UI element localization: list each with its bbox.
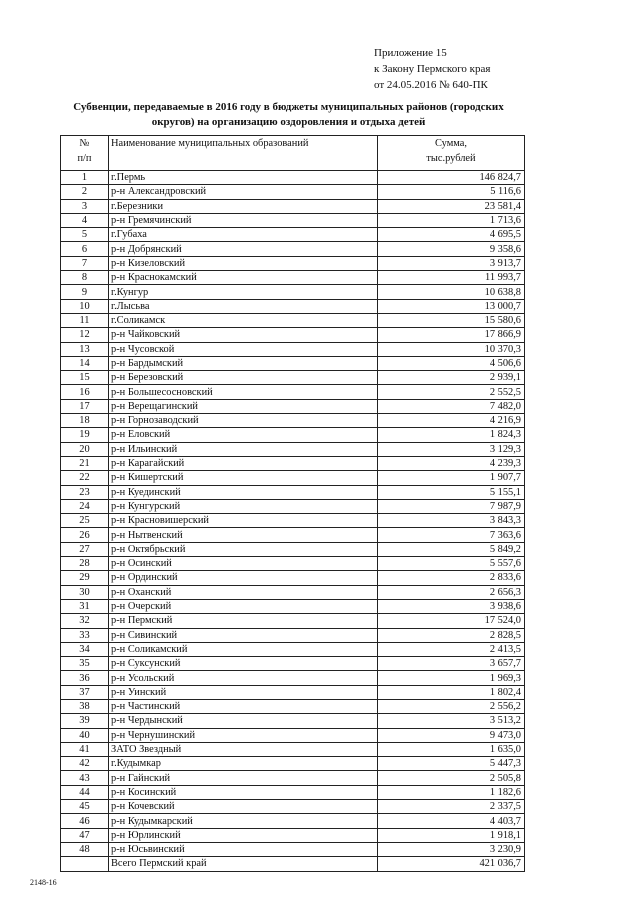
row-name: р-н Краснокамский (109, 271, 378, 285)
row-sum: 2 552,5 (378, 385, 525, 399)
row-sum: 7 363,6 (378, 528, 525, 542)
row-name: р-н Еловский (109, 428, 378, 442)
row-sum: 2 656,3 (378, 585, 525, 599)
table-row (61, 356, 525, 370)
row-name: р-н Ильинский (109, 442, 378, 456)
table-row (61, 728, 525, 742)
row-sum: 4 506,6 (378, 356, 525, 370)
row-name: р-н Кунгурский (109, 499, 378, 513)
table-row (61, 657, 525, 671)
title-line-2: округов) на организацию оздоровления и отдыха детей (151, 116, 426, 128)
row-sum: 3 657,7 (378, 657, 525, 671)
row-sum: 146 824,7 (378, 171, 525, 185)
row-sum: 13 000,7 (378, 299, 525, 313)
row-name: р-н Добрянский (109, 242, 378, 256)
row-name: ЗАТО Звездный (109, 742, 378, 756)
header-sum-line1: Сумма, (434, 138, 468, 149)
row-number: 18 (61, 414, 109, 428)
row-name: р-н Усольский (109, 671, 378, 685)
row-name: р-н Юсьвинский (109, 842, 378, 856)
table-row (61, 514, 525, 528)
table-row (61, 757, 525, 771)
row-number: 6 (61, 242, 109, 256)
table-row (61, 499, 525, 513)
row-number: 19 (61, 428, 109, 442)
row-number: 11 (61, 313, 109, 327)
table-row (61, 614, 525, 628)
table-row (61, 714, 525, 728)
row-name: р-н Октябрьский (109, 542, 378, 556)
total-label: Всего Пермский край (109, 857, 378, 871)
row-sum: 5 849,2 (378, 542, 525, 556)
table-row (61, 471, 525, 485)
row-name: г.Пермь (109, 171, 378, 185)
table-row (61, 528, 525, 542)
row-number: 40 (61, 728, 109, 742)
row-number: 5 (61, 228, 109, 242)
row-name: р-н Гайнский (109, 771, 378, 785)
row-sum: 10 638,8 (378, 285, 525, 299)
row-name: р-н Юрлинский (109, 828, 378, 842)
row-sum: 3 913,7 (378, 256, 525, 270)
table-row (61, 285, 525, 299)
row-number: 36 (61, 671, 109, 685)
row-number: 43 (61, 771, 109, 785)
header-num-line1: № (79, 138, 90, 149)
row-sum: 17 866,9 (378, 328, 525, 342)
row-number: 1 (61, 171, 109, 185)
row-number: 13 (61, 342, 109, 356)
row-number: 14 (61, 356, 109, 370)
table-row (61, 442, 525, 456)
row-number: 2 (61, 185, 109, 199)
header-num (61, 136, 109, 171)
row-number: 47 (61, 828, 109, 842)
row-number: 12 (61, 328, 109, 342)
row-name: р-н Суксунский (109, 657, 378, 671)
table-row (61, 428, 525, 442)
row-number: 48 (61, 842, 109, 856)
row-sum: 5 116,6 (378, 185, 525, 199)
row-sum: 1 713,6 (378, 213, 525, 227)
row-number: 32 (61, 614, 109, 628)
table-row (61, 171, 525, 185)
table-row (61, 185, 525, 199)
row-number: 9 (61, 285, 109, 299)
header-sum (378, 136, 525, 171)
table-row (61, 699, 525, 713)
row-name: р-н Красновишерский (109, 514, 378, 528)
table-row (61, 599, 525, 613)
row-sum: 4 216,9 (378, 414, 525, 428)
row-number: 26 (61, 528, 109, 542)
row-sum: 1 969,3 (378, 671, 525, 685)
row-name: р-н Верещагинский (109, 399, 378, 413)
row-sum: 7 482,0 (378, 399, 525, 413)
row-number: 24 (61, 499, 109, 513)
table-row (61, 313, 525, 327)
row-sum: 1 802,4 (378, 685, 525, 699)
row-name: р-н Александровский (109, 185, 378, 199)
table-row (61, 199, 525, 213)
row-sum: 3 513,2 (378, 714, 525, 728)
row-sum: 3 129,3 (378, 442, 525, 456)
table-row (61, 213, 525, 227)
row-number: 21 (61, 456, 109, 470)
row-number: 46 (61, 814, 109, 828)
row-sum: 4 239,3 (378, 456, 525, 470)
row-name: г.Соликамск (109, 313, 378, 327)
table-row (61, 271, 525, 285)
row-name: р-н Горнозаводский (109, 414, 378, 428)
table-row (61, 228, 525, 242)
appendix-reference (374, 45, 490, 93)
row-number: 31 (61, 599, 109, 613)
row-name: р-н Нытвенский (109, 528, 378, 542)
row-number: 37 (61, 685, 109, 699)
row-number: 23 (61, 485, 109, 499)
row-sum: 1 182,6 (378, 785, 525, 799)
row-sum: 2 505,8 (378, 771, 525, 785)
table-row (61, 371, 525, 385)
appendix-number: Приложение 15 (374, 47, 447, 59)
row-number: 3 (61, 199, 109, 213)
row-number: 33 (61, 628, 109, 642)
table-row (61, 671, 525, 685)
table-row (61, 399, 525, 413)
row-number: 10 (61, 299, 109, 313)
document-title (36, 100, 541, 130)
row-name: г.Губаха (109, 228, 378, 242)
row-name: г.Кудымкар (109, 757, 378, 771)
title-line-1: Субвенции, передаваемые в 2016 году в бюджеты муниципальных районов (городских (73, 101, 504, 113)
row-number: 34 (61, 642, 109, 656)
row-name: р-н Чернушинский (109, 728, 378, 742)
row-number: 15 (61, 371, 109, 385)
row-number: 16 (61, 385, 109, 399)
row-sum: 5 447,3 (378, 757, 525, 771)
table-row (61, 685, 525, 699)
row-name: р-н Чусовской (109, 342, 378, 356)
row-number: 45 (61, 800, 109, 814)
row-name: г.Кунгур (109, 285, 378, 299)
row-number: 22 (61, 471, 109, 485)
row-name: р-н Кудымкарский (109, 814, 378, 828)
row-sum: 7 987,9 (378, 499, 525, 513)
row-sum: 9 473,0 (378, 728, 525, 742)
appendix-date: от 24.05.2016 № 640-ПК (374, 79, 488, 91)
row-name: р-н Осинский (109, 557, 378, 571)
table-row (61, 385, 525, 399)
row-sum: 2 556,2 (378, 699, 525, 713)
table-row (61, 256, 525, 270)
total-sum: 421 036,7 (378, 857, 525, 871)
row-number: 20 (61, 442, 109, 456)
appendix-law: к Закону Пермского края (374, 63, 491, 75)
row-sum: 3 230,9 (378, 842, 525, 856)
row-name: р-н Большесосновский (109, 385, 378, 399)
row-sum: 5 155,1 (378, 485, 525, 499)
row-number: 27 (61, 542, 109, 556)
row-number: 41 (61, 742, 109, 756)
subsidy-table (60, 135, 525, 872)
document-code: 2148-16 (30, 878, 57, 887)
row-number: 29 (61, 571, 109, 585)
row-sum: 11 993,7 (378, 271, 525, 285)
header-num-line2: п/п (77, 153, 92, 164)
row-number: 4 (61, 213, 109, 227)
table-row (61, 585, 525, 599)
row-name: р-н Кишертский (109, 471, 378, 485)
table-row (61, 842, 525, 856)
row-sum: 5 557,6 (378, 557, 525, 571)
row-sum: 2 413,5 (378, 642, 525, 656)
table-row (61, 485, 525, 499)
row-sum: 1 918,1 (378, 828, 525, 842)
table-row (61, 456, 525, 470)
row-name: р-н Бардымский (109, 356, 378, 370)
row-number: 17 (61, 399, 109, 413)
row-number: 39 (61, 714, 109, 728)
table-row (61, 414, 525, 428)
row-name: р-н Оханский (109, 585, 378, 599)
row-sum: 1 907,7 (378, 471, 525, 485)
table-row (61, 342, 525, 356)
row-sum: 3 938,6 (378, 599, 525, 613)
table-row (61, 542, 525, 556)
row-name: р-н Куединский (109, 485, 378, 499)
row-name: р-н Очерский (109, 599, 378, 613)
row-sum: 4 695,5 (378, 228, 525, 242)
table-row (61, 814, 525, 828)
row-number: 42 (61, 757, 109, 771)
table-body (61, 171, 525, 872)
row-number: 38 (61, 699, 109, 713)
row-name: р-н Карагайский (109, 456, 378, 470)
row-number: 28 (61, 557, 109, 571)
row-sum: 2 828,5 (378, 628, 525, 642)
table-row (61, 800, 525, 814)
table-row (61, 242, 525, 256)
row-name: р-н Гремячинский (109, 213, 378, 227)
row-name: г.Березники (109, 199, 378, 213)
row-name: р-н Кочевский (109, 800, 378, 814)
row-sum: 4 403,7 (378, 814, 525, 828)
row-sum: 1 824,3 (378, 428, 525, 442)
row-name: р-н Косинский (109, 785, 378, 799)
row-number: 7 (61, 256, 109, 270)
row-sum: 9 358,6 (378, 242, 525, 256)
table-header-row (61, 136, 525, 171)
row-name: г.Лысьва (109, 299, 378, 313)
header-sum-line2: тыс.рублей (426, 153, 476, 164)
row-sum: 2 337,5 (378, 800, 525, 814)
row-number: 30 (61, 585, 109, 599)
row-name: р-н Кизеловский (109, 256, 378, 270)
row-name: р-н Сивинский (109, 628, 378, 642)
table-row (61, 785, 525, 799)
row-sum: 1 635,0 (378, 742, 525, 756)
row-name: р-н Уинский (109, 685, 378, 699)
row-name: р-н Ординский (109, 571, 378, 585)
table-row (61, 771, 525, 785)
row-sum: 17 524,0 (378, 614, 525, 628)
row-sum: 2 939,1 (378, 371, 525, 385)
row-number: 25 (61, 514, 109, 528)
table-row (61, 742, 525, 756)
header-name: Наименование муниципальных образований (109, 136, 378, 171)
row-name: р-н Чердынский (109, 714, 378, 728)
table-row (61, 642, 525, 656)
row-number: 35 (61, 657, 109, 671)
row-name: р-н Пермский (109, 614, 378, 628)
table-row (61, 828, 525, 842)
row-name: р-н Соликамский (109, 642, 378, 656)
row-sum: 2 833,6 (378, 571, 525, 585)
row-sum: 3 843,3 (378, 514, 525, 528)
row-name: р-н Березовский (109, 371, 378, 385)
row-sum: 23 581,4 (378, 199, 525, 213)
table-row (61, 299, 525, 313)
row-name: р-н Частинский (109, 699, 378, 713)
table-row (61, 328, 525, 342)
total-num-cell (61, 857, 109, 871)
row-sum: 10 370,3 (378, 342, 525, 356)
row-sum: 15 580,6 (378, 313, 525, 327)
row-number: 8 (61, 271, 109, 285)
total-row (61, 857, 525, 871)
table-row (61, 571, 525, 585)
row-name: р-н Чайковский (109, 328, 378, 342)
table-row (61, 557, 525, 571)
row-number: 44 (61, 785, 109, 799)
table-row (61, 628, 525, 642)
